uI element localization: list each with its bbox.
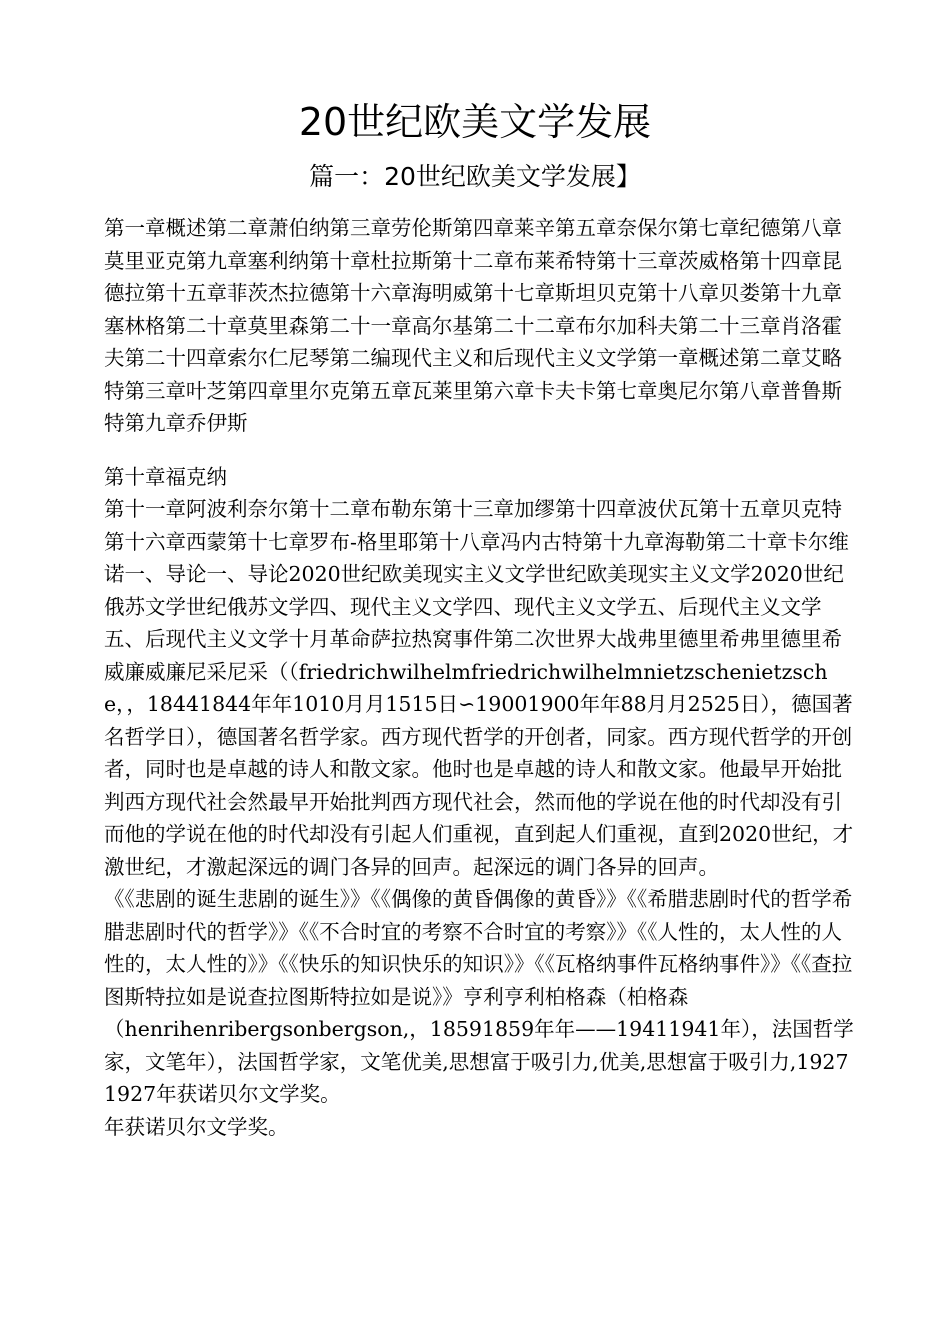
works-list-paragraph: 《《悲剧的诞生悲剧的诞生》》《《偶像的黄昏偶像的黄昏》》《《希腊悲剧时代的哲学希腊悲剧时代的哲学》》《《不合时宜的考察不合时宜的考察》》《《人性的，太人性的人性的，太人性的》》《《快乐的知识快乐的知识》》《《瓦格纳事件瓦格纳事件》》《《查拉图斯特拉如是说查拉图斯特拉如是说》》亨利亨利柏格森（柏格森 xyxy=(104,887,853,1009)
document-title: 20世纪欧美文学发展 xyxy=(298,100,652,144)
document-subtitle: 篇一：20世纪欧美文学发展】 xyxy=(309,162,641,191)
document-body xyxy=(104,212,856,1143)
paragraph-gap xyxy=(104,440,856,461)
bergson-paragraph: （henrihenribergsonbergson,，18591859年年——19411941年），法国哲学家，文笔年），法国哲学家，文笔优美,思想富于吸引力,优美,思想富于吸引力,19271927年获诺贝尔文学奖。 xyxy=(104,1017,854,1106)
chapter-heading-line: 第十章福克纳 xyxy=(104,464,227,489)
chapter-list-paragraph: 第一章概述第二章萧伯纳第三章劳伦斯第四章莱辛第五章奈保尔第七章纪德第八章莫里亚克第九章塞利纳第十章杜拉斯第十二章布莱希特第十三章茨威格第十四章昆德拉第十五章菲茨杰拉德第十六章海明威第十七章斯坦贝克第十八章贝娄第十九章塞林格第二十章莫里森第二十一章高尔基第二十二章布尔加科夫第二十三章肖洛霍夫第二十四章索尔仁尼琴第二编现代主义和后现代主义文学第一章概述第二章艾略特第三章叶芝第四章里尔克第五章瓦莱里第六章卡夫卡第七章奥尼尔第八章普鲁斯特第九章乔伊斯 xyxy=(104,216,842,435)
nietzsche-paragraph: 第十一章阿波利奈尔第十二章布勒东第十三章加缪第十四章波伏瓦第十五章贝克特第十六章西蒙第十七章罗布-格里耶第十八章冯内古特第十九章海勒第二十章卡尔维诺一、导论一、导论2020世纪欧美现实主义文学世纪欧美现实主义文学2020世纪俄苏文学世纪俄苏文学四、现代主义文学四、现代主义文学五、后现代主义文学五、后现代主义文学十月革命萨拉热窝事件第二次世界大战弗里德里希弗里德里希威廉威廉尼采尼采（（friedrichwilhelmfriedrichwilhelmnietzschenietzsche，，18441844年年1010月月1515日∽19001900年年88月月2525日），德国著名哲学日），德国著名哲学家。西方现代哲学的开创者，同家。西方现代哲学的开创者，同时也是卓越的诗人和散文家。他时也是卓越的诗人和散文家。他最早开始批判西方现代社会然最早开始批判西方现代社会，然而他的学说在他的时代却没有引而他的学说在他的时代却没有引起人们重视，直到起人们重视，直到2020世纪，才激世纪，才激起深远的调门各异的回声。起深远的调门各异的回声。 xyxy=(104,497,854,879)
closing-line: 年获诺贝尔文学奖。 xyxy=(104,1114,289,1139)
